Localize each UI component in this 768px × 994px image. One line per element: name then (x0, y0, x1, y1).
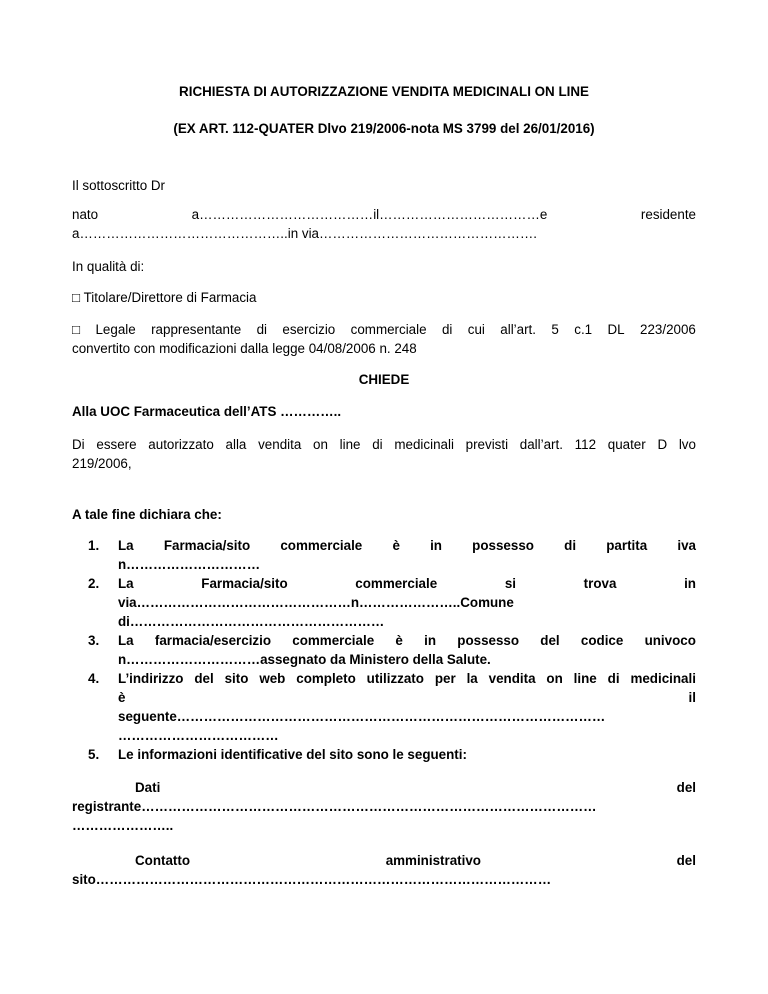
dati-line (135, 780, 696, 795)
item-number: 1. (88, 538, 100, 553)
option-label: Titolare/Direttore di Farmacia (83, 290, 257, 305)
document-subtitle: (EX ART. 112-QUATER Dlvo 219/2006-nota MS 3799 del 26/01/2016) (173, 121, 595, 136)
item-word: commerciale (280, 538, 363, 553)
legale-word: 5 (551, 322, 559, 337)
item-word: trova (583, 576, 617, 591)
declaration-item-2 (118, 576, 696, 591)
item-word: per (434, 671, 456, 686)
legale-word: di (441, 322, 453, 337)
di-essere-word: 112 (574, 437, 597, 452)
item-4-line-2 (118, 690, 696, 705)
item-word: codice (580, 633, 624, 648)
declaration-item-4 (118, 671, 696, 686)
chiede-heading: CHIEDE (358, 372, 410, 387)
legale-word: all’art. (500, 322, 537, 337)
item-word: di (607, 671, 620, 686)
item-word: farmacia/esercizio (154, 633, 272, 648)
item-continuation: ……………………………… (118, 728, 279, 743)
contatto-word: Contatto (135, 853, 191, 868)
registrante-line: registrante………………………………………………………………………………………… (72, 799, 597, 814)
item-word: di (564, 538, 577, 553)
registrante-dots: ………………….. (72, 818, 174, 833)
sito-line: sito………………………………………………………………………………………… (72, 872, 552, 887)
legale-word: c.1 (574, 322, 593, 337)
di-essere-word: dall’art. (519, 437, 563, 452)
item-word: è (392, 538, 400, 553)
alla-uoc-line: Alla UOC Farmaceutica dell’ATS ………….. (72, 404, 342, 419)
item-continuation: n…………………………assegnato da Ministero della Salute. (118, 652, 491, 667)
legale-word: cui (467, 322, 485, 337)
di-essere-word: autorizzato (148, 437, 214, 452)
nato-line-2: a………………………………………..in via…………………………………………. (72, 226, 537, 241)
option-legale-line-2: convertito con modificazioni dalla legge 04/08/2006 n. 248 (72, 341, 417, 356)
item-word: vendita (488, 671, 536, 686)
legale-word: DL (607, 322, 625, 337)
item-word: L’indirizzo (118, 671, 184, 686)
declaration-item-5: Le informazioni identificative del sito sono le seguenti: (118, 747, 467, 762)
contatto-word: del (676, 853, 696, 868)
item-continuation: via…………………………………………n…………………..Comune (118, 595, 514, 610)
dati-word: del (676, 780, 696, 795)
item-word: in (424, 633, 437, 648)
item-continuation: seguente…………………………………………………………………………………… (118, 709, 606, 724)
item-word: iva (677, 538, 696, 553)
item-word: in (430, 538, 442, 553)
nato-word: nato (72, 207, 99, 222)
item-word: commerciale (292, 633, 375, 648)
item-continuation: di………………………………………………… (118, 614, 385, 629)
document-title: RICHIESTA DI AUTORIZZAZIONE VENDITA MEDICINALI ON LINE (179, 84, 589, 99)
item-number: 4. (88, 671, 100, 686)
item-continuation: n………………………… (118, 557, 261, 572)
item-word: Farmacia/sito (163, 538, 251, 553)
item-word: sito (224, 671, 249, 686)
di-essere-word: quater (607, 437, 646, 452)
di-essere-word: di (372, 437, 383, 452)
item-word: del (194, 671, 214, 686)
di-essere-word: Di (72, 437, 85, 452)
item-word: possesso (472, 538, 534, 553)
sottoscritto-line: Il sottoscritto Dr (72, 178, 166, 193)
qualita-label: In qualità di: (72, 259, 145, 274)
option-titolare (72, 290, 256, 305)
di-essere-word: line (339, 437, 361, 452)
item-number: 5. (88, 747, 100, 762)
item-word: univoco (644, 633, 696, 648)
item-word: si (504, 576, 517, 591)
nato-line (72, 207, 696, 222)
item-word: completo (296, 671, 356, 686)
item-word: è (118, 690, 126, 705)
item-word: on (546, 671, 563, 686)
legale-word: 223/2006 (640, 322, 696, 337)
item-word: web (259, 671, 286, 686)
item-word: medicinali (630, 671, 696, 686)
di-essere-word: vendita (258, 437, 302, 452)
di-essere-line-2: 219/2006, (72, 456, 132, 471)
declaration-item-3 (118, 633, 696, 648)
legale-word: commerciale (350, 322, 427, 337)
item-number: 3. (88, 633, 100, 648)
nato-word: residente (640, 207, 696, 222)
item-word: Farmacia/sito (201, 576, 288, 591)
item-word: la (466, 671, 478, 686)
di-essere-word: lvo (678, 437, 696, 452)
item-word: possesso (457, 633, 520, 648)
item-word: partita (606, 538, 648, 553)
di-essere-word: on (313, 437, 328, 452)
item-word: è (395, 633, 403, 648)
item-word: line (573, 671, 597, 686)
legale-word: di (256, 322, 268, 337)
item-word: utilizzato (366, 671, 424, 686)
di-essere-line (72, 437, 696, 452)
checkbox-icon: □ (72, 290, 81, 305)
item-word: commerciale (355, 576, 438, 591)
option-legale (72, 322, 696, 337)
legale-word: Legale (95, 322, 136, 337)
nato-word: a…………………………………il………………………………e (191, 207, 548, 222)
di-essere-word: essere (96, 437, 137, 452)
dati-word: Dati (135, 780, 161, 795)
item-number: 2. (88, 576, 100, 591)
item-word: La (118, 576, 134, 591)
legale-word: esercizio (282, 322, 336, 337)
item-word: La (118, 633, 134, 648)
contatto-line (135, 853, 696, 868)
di-essere-word: medicinali (394, 437, 454, 452)
item-word: del (540, 633, 560, 648)
item-word: La (118, 538, 134, 553)
dichiara-heading: A tale fine dichiara che: (72, 507, 222, 522)
legale-word: rappresentante (151, 322, 242, 337)
item-word: il (688, 690, 696, 705)
di-essere-word: alla (225, 437, 247, 452)
di-essere-word: D (657, 437, 668, 452)
item-word: in (684, 576, 696, 591)
contatto-word: amministrativo (385, 853, 481, 868)
di-essere-word: previsti (465, 437, 509, 452)
checkbox-icon: □ (72, 322, 81, 337)
declaration-item-1 (118, 538, 696, 553)
